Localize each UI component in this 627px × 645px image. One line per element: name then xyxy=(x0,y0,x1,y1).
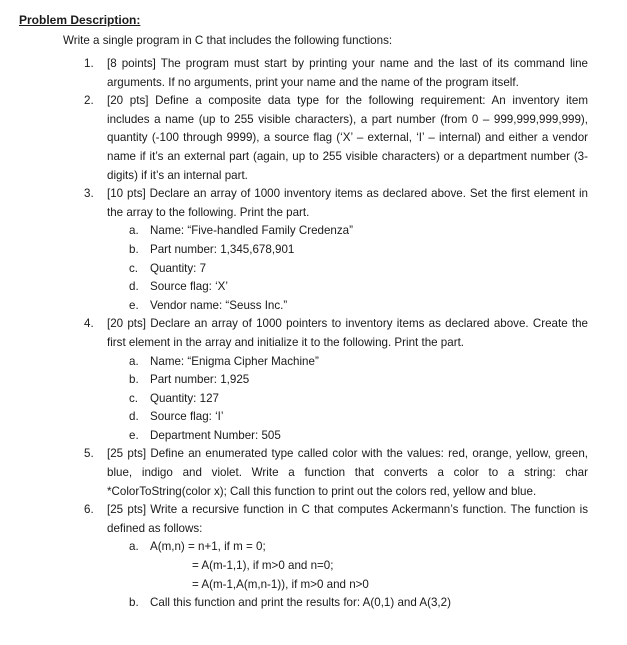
problem-description-heading: Problem Description: xyxy=(19,13,141,27)
list-item-text: [20 pts] Declare an array of 1000 pointers to inventory items as declared above. Create the first element in the array and initialize it to the following. Print the part. xyxy=(107,317,588,349)
list-item-6 xyxy=(0,501,627,538)
sub-item-text: Source flag: ‘X’ xyxy=(150,280,228,294)
sub-item-letter: b. xyxy=(129,242,139,256)
sub-item-text: Part number: 1,345,678,901 xyxy=(150,242,295,256)
sub-item-text: Quantity: 127 xyxy=(150,391,219,405)
list-item-4 xyxy=(0,315,627,352)
sub-item xyxy=(0,427,627,446)
sub-item xyxy=(0,260,627,279)
sub-item-text: A(m,n) = n+1, if m = 0; xyxy=(150,540,266,554)
list-item-text: [25 pts] Write a recursive function in C that computes Ackermann’s function. The function is defined as follows: xyxy=(107,503,588,535)
sub-item xyxy=(0,538,627,557)
sub-item-text: Name: “Five-handled Family Credenza” xyxy=(150,224,353,238)
list-item-number: 5. xyxy=(84,447,94,461)
list-item-number: 3. xyxy=(84,187,94,201)
sub-item xyxy=(0,594,627,613)
formula-continuation: = A(m-1,A(m,n-1)), if m>0 and n>0 xyxy=(192,577,369,591)
sub-item-text: Call this function and print the results for: A(0,1) and A(3,2) xyxy=(150,596,451,610)
sub-item-text: Source flag: ‘I’ xyxy=(150,410,224,424)
list-item-3 xyxy=(0,185,627,222)
list-item-text: [8 points] The program must start by printing your name and the last of its command line arguments. If no arguments, print your name and the name of the program itself. xyxy=(107,57,588,89)
sub-item-letter: d. xyxy=(129,410,139,424)
list-item-text: [10 pts] Declare an array of 1000 inventory items as declared above. Set the first element in the array to the following. Print the part. xyxy=(107,187,588,219)
sub-item-letter: a. xyxy=(129,354,139,368)
formula-continuation: = A(m-1,1), if m>0 and n=0; xyxy=(192,559,334,573)
sub-item xyxy=(0,408,627,427)
sub-item xyxy=(0,390,627,409)
sub-item-letter: a. xyxy=(129,540,139,554)
sub-item-letter: d. xyxy=(129,280,139,294)
sub-item xyxy=(0,371,627,390)
list-item-number: 4. xyxy=(84,317,94,331)
sub-item-letter: b. xyxy=(129,373,139,387)
sub-item-letter: e. xyxy=(129,298,139,312)
sub-item-text: Part number: 1,925 xyxy=(150,373,250,387)
intro-text: Write a single program in C that includes the following functions: xyxy=(63,34,393,47)
sub-item-text: Vendor name: “Seuss Inc.” xyxy=(150,298,288,312)
sub-item xyxy=(0,222,627,241)
list-item-number: 1. xyxy=(84,57,94,70)
sub-item-letter: e. xyxy=(129,428,139,442)
sub-item-text: Quantity: 7 xyxy=(150,261,207,275)
list-item-2 xyxy=(0,92,627,185)
sub-item xyxy=(0,278,627,297)
sub-item xyxy=(0,353,627,372)
sub-item-letter: c. xyxy=(129,391,139,405)
list-item-5 xyxy=(0,445,627,501)
sub-item xyxy=(0,241,627,260)
sub-item-letter: a. xyxy=(129,224,139,238)
list-item-number: 2. xyxy=(84,94,94,108)
sub-item-letter: c. xyxy=(129,261,139,275)
sub-item-letter: b. xyxy=(129,596,139,610)
sub-item-text: Department Number: 505 xyxy=(150,428,281,442)
list-item-text: [25 pts] Define an enumerated type called color with the values: red, orange, yellow, green, blue, indigo and violet. Write a function that converts a color to a string: char *ColorToString(color x); Call this function to print out the colors red, yellow and blue. xyxy=(107,447,588,498)
requirements-list xyxy=(0,55,627,613)
list-item-1 xyxy=(0,55,627,92)
sub-item xyxy=(0,297,627,316)
list-item-text: [20 pts] Define a composite data type for the following requirement: An inventory item includes a name (up to 255 visible characters), a part number (from 0 – 999,999,999,999), quantity (-100 through 9999), a source flag (‘X’ – external, ‘I’ – internal) and either a vendor name if it’s an external part (again, up to 255 visible characters) or a department number (3-digits) if it’s an internal part. xyxy=(107,94,588,182)
sub-item-text: Name: “Enigma Cipher Machine” xyxy=(150,354,319,368)
list-item-number: 6. xyxy=(84,503,94,517)
